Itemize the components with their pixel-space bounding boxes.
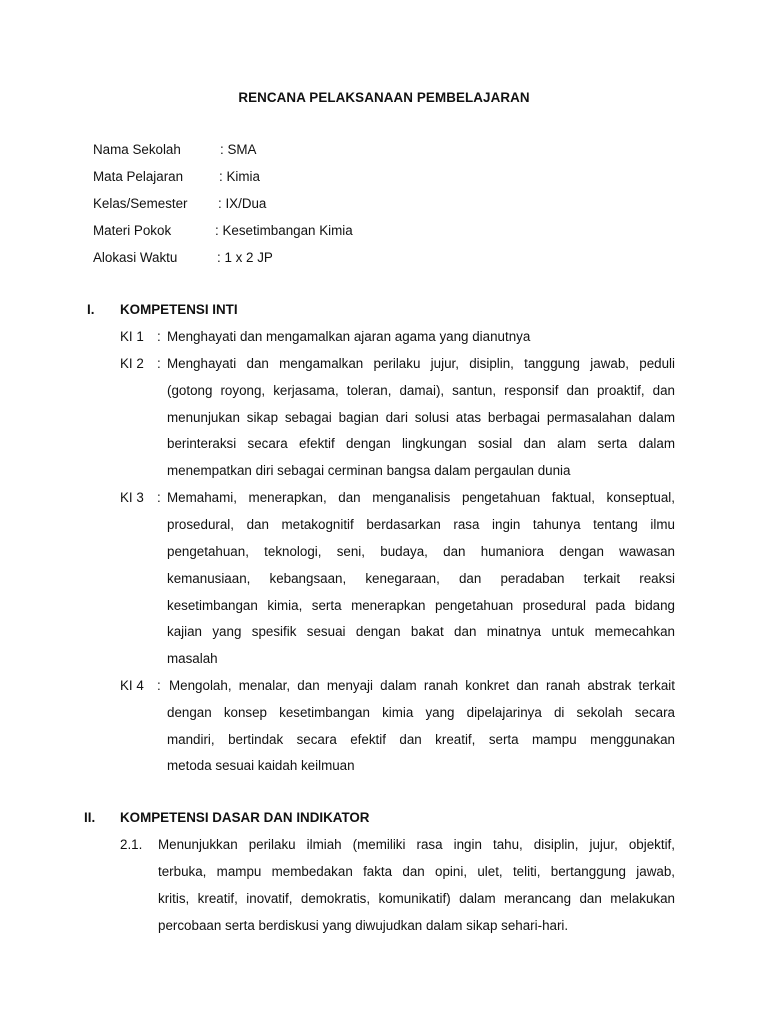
ki-2-line: berinteraksi secara efektif dengan lingkungan sosial dan alam serta dalam xyxy=(167,436,675,451)
ki-2-line: menunjukan sikap sebagai bagian dari solusi atas berbagai permasalahan dalam xyxy=(167,410,675,425)
identity-label: Materi Pokok xyxy=(93,223,172,238)
ki-3-line: kajian yang spesifik sesuai dengan bakat dan minatnya untuk memecahkan xyxy=(167,624,675,639)
ki-3-label: KI 3 xyxy=(120,490,144,505)
ki-4-colon: : xyxy=(157,678,161,693)
kd-2-1-label: 2.1. xyxy=(120,837,143,852)
identity-value: : Kesetimbangan Kimia xyxy=(215,223,353,238)
ki-2-line: Menghayati dan mengamalkan perilaku jujur, disiplin, tanggung jawab, peduli xyxy=(167,356,675,371)
section-1-number: I. xyxy=(87,302,95,317)
ki-3-colon: : xyxy=(157,490,161,505)
identity-value: : SMA xyxy=(220,142,257,157)
ki-1-label: KI 1 xyxy=(120,329,144,344)
section-2-number: II. xyxy=(84,810,96,825)
kd-2-1-line: kritis, kreatif, inovatif, demokratis, komunikatif) dalam merancang dan melakukan xyxy=(158,891,675,906)
kd-2-1-line: percobaan serta berdiskusi yang diwujudkan dalam sikap sehari-hari. xyxy=(158,918,569,933)
ki-4-line: dengan konsep kesetimbangan kimia yang dipelajarinya di sekolah secara xyxy=(167,705,675,720)
identity-label: Alokasi Waktu xyxy=(93,250,178,265)
ki-3-line: prosedural, dan metakognitif berdasarkan rasa ingin tahunya tentang ilmu xyxy=(167,517,675,532)
identity-value: : 1 x 2 JP xyxy=(217,250,273,265)
identity-label: Kelas/Semester xyxy=(93,196,188,211)
ki-2-line: menempatkan diri sebagai cerminan bangsa dalam pergaulan dunia xyxy=(167,463,571,478)
document-title: RENCANA PELAKSANAAN PEMBELAJARAN xyxy=(238,90,530,105)
ki-3-line: kesetimbangan kimia, serta menerapkan pengetahuan prosedural pada bidang xyxy=(167,598,675,613)
ki-4-label: KI 4 xyxy=(120,678,144,693)
ki-3-line: masalah xyxy=(167,651,218,666)
identity-value: : Kimia xyxy=(219,169,260,184)
section-1-title: KOMPETENSI INTI xyxy=(120,302,238,317)
ki-2-colon: : xyxy=(157,356,161,371)
identity-label: Nama Sekolah xyxy=(93,142,181,157)
ki-1-line: Menghayati dan mengamalkan ajaran agama yang dianutnya xyxy=(167,329,531,344)
ki-4-line: mandiri, bertindak secara efektif dan kreatif, serta mampu menggunakan xyxy=(167,732,675,747)
kd-2-1-line: terbuka, mampu membedakan fakta dan opini, ulet, teliti, bertanggung jawab, xyxy=(158,864,675,879)
identity-label: Mata Pelajaran xyxy=(93,169,184,184)
ki-4-line: metoda sesuai kaidah keilmuan xyxy=(167,758,355,773)
ki-2-label: KI 2 xyxy=(120,356,144,371)
ki-2-line: (gotong royong, kerjasama, toleran, damai), santun, responsif dan proaktif, dan xyxy=(167,383,675,398)
ki-3-line: kemanusiaan, kebangsaan, kenegaraan, dan peradaban terkait reaksi xyxy=(167,571,675,586)
kd-2-1-line: Menunjukkan perilaku ilmiah (memiliki rasa ingin tahu, disiplin, jujur, objektif, xyxy=(158,837,675,852)
ki-3-line: Memahami, menerapkan, dan menganalisis pengetahuan faktual, konseptual, xyxy=(167,490,675,505)
ki-1-colon: : xyxy=(157,329,161,344)
ki-3-line: pengetahuan, teknologi, seni, budaya, dan humaniora dengan wawasan xyxy=(167,544,675,559)
ki-4-line: Mengolah, menalar, dan menyaji dalam ranah konkret dan ranah abstrak terkait xyxy=(169,678,675,693)
section-2-title: KOMPETENSI DASAR DAN INDIKATOR xyxy=(120,810,370,825)
identity-value: : IX/Dua xyxy=(218,196,267,211)
